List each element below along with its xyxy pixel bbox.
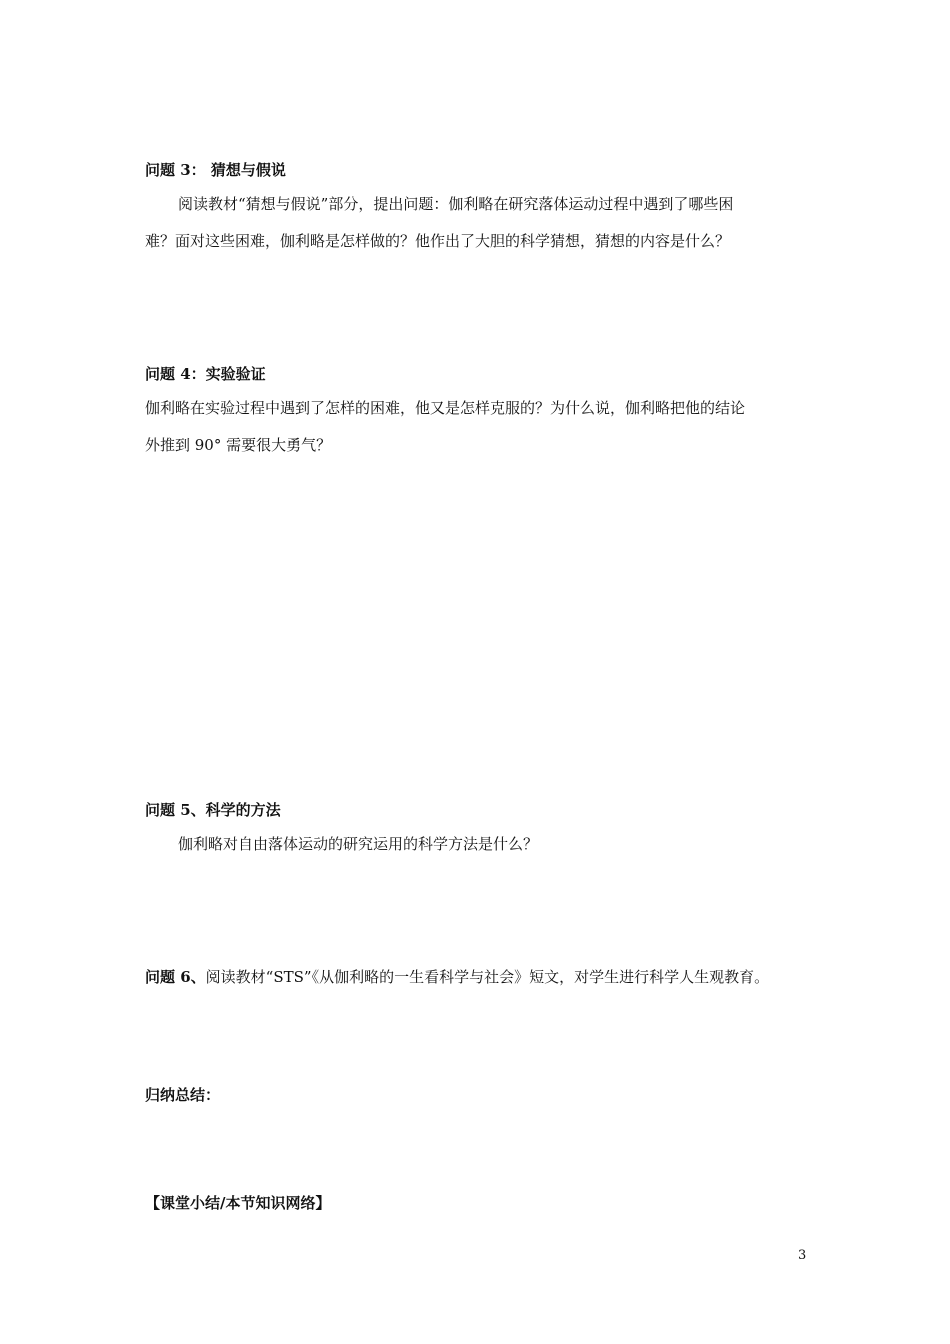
question-4-text-line-1: 伽利略在实验过程中遇到了怎样的困难，他又是怎样克服的？为什么说，伽利略把他的结论 — [145, 399, 746, 417]
question-4-title: 问题 4：实验验证 — [145, 365, 266, 383]
question-6-text: 阅读教材“STS”《从伽利略的一生看科学与社会》短文，对学生进行科学人生观教育。 — [205, 968, 770, 986]
question-3-title: 问题 3： 猜想与假说 — [145, 161, 286, 179]
question-6-line — [145, 967, 769, 987]
summary-title: 归纳总结： — [145, 1086, 221, 1104]
class-summary-title: 【课堂小结/本节知识网络】 — [145, 1194, 331, 1212]
question-3-text-line-2: 难？面对这些困难，伽利略是怎样做的？他作出了大胆的科学猜想，猜想的内容是什么？ — [145, 232, 731, 250]
question-4-text-line-2: 外推到 90° 需要很大勇气？ — [145, 436, 332, 454]
question-5-title: 问题 5、科学的方法 — [145, 801, 281, 819]
question-5-text: 伽利略对自由落体运动的研究运用的科学方法是什么？ — [178, 835, 539, 853]
page-number: 3 — [798, 1248, 807, 1263]
question-6-title: 问题 6、 — [145, 968, 206, 986]
question-3-text-line-1: 阅读教材“猜想与假说”部分，提出问题：伽利略在研究落体运动过程中遇到了哪些困 — [178, 195, 734, 213]
